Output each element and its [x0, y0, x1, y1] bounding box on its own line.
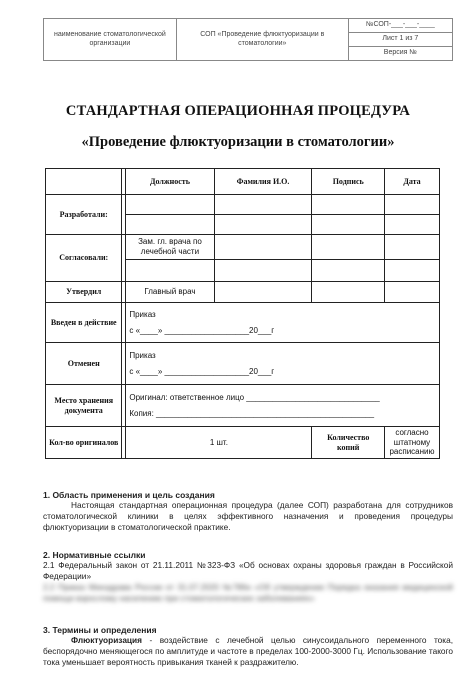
sop-name: СОП «Проведение флюктуоризации в стоматологии» — [176, 19, 348, 61]
section-1 — [43, 490, 453, 533]
sop-number: №СОП-___-___-____ — [348, 19, 452, 33]
storage-info: Оригинал: ответственное лицо ______________________________ Копия: _________________________________________________ — [126, 385, 440, 427]
table-row — [46, 282, 440, 303]
section-1-text: Настоящая стандартная операционная процедура (далее СОП) разработана для сотрудников стоматологической клиники в целях эффективного назначения и проведения процедуры флюктуоризации в стоматологической практике. — [43, 500, 453, 532]
document-header — [43, 18, 453, 61]
introduced-label: Введен в действие — [46, 303, 122, 343]
table-row — [46, 235, 440, 260]
copies-label: Количество копий — [312, 427, 385, 459]
section-2-item-1: 2.1 Федеральный закон от 21.11.2011 №323-ФЗ «Об основах охраны здоровья граждан в Российской Федерации» — [43, 560, 453, 581]
col-position: Должность — [126, 169, 214, 195]
term: Флюктуоризация — [71, 635, 142, 645]
col-name: Фамилия И.О. — [214, 169, 312, 195]
storage-label: Место хранения документа — [46, 385, 122, 427]
approval-table — [45, 168, 440, 459]
cancelled-label: Отменен — [46, 343, 122, 385]
sheet-number: Лист 1 из 7 — [348, 33, 452, 47]
term-definition: - воздействие с лечебной целью синусоидального переменного тока, беспорядочно меняющегося по амплитуде и частоте в пределах 100-2000-3000 Гц. Использование такого тока уменьшает вероятность привыкания тканей к раздражителю. — [43, 635, 453, 667]
copies-value: согласно штатному расписанию — [385, 427, 440, 459]
approved-position: Главный врач — [126, 282, 214, 303]
originals-count-label: Кол-во оригиналов — [46, 427, 122, 459]
approved-label: Утвердил — [46, 282, 122, 303]
col-date: Дата — [385, 169, 440, 195]
document-subtitle: «Проведение флюктуоризации в стоматологии» — [81, 134, 395, 150]
section-2-item-2: 2.2 Приказ Минздрава России от 31.07.2020 №786н «Об утверждении Порядка оказания медицинской помощи взрослому населению при стоматологических заболеваниях» — [43, 581, 453, 603]
table-row — [46, 385, 440, 427]
section-3 — [43, 625, 453, 668]
org-name: наименование стоматологической организации — [44, 19, 177, 61]
introduced-order: Приказ с «____» ___________________20___г — [126, 303, 440, 343]
version-number: Версия № — [348, 47, 452, 61]
table-row — [46, 195, 440, 215]
cancelled-order: Приказ с «____» ___________________20___г — [126, 343, 440, 385]
originals-count: 1 шт. — [126, 427, 312, 459]
table-row — [46, 427, 440, 459]
col-signature: Подпись — [312, 169, 385, 195]
table-header-row — [46, 169, 440, 195]
table-row — [46, 303, 440, 343]
section-3-text — [43, 635, 453, 668]
table-row — [46, 343, 440, 385]
section-1-heading: 1. Область применения и цель создания — [43, 490, 215, 500]
agreed-position: Зам. гл. врача по лечебной части — [126, 235, 214, 260]
developed-label: Разработали: — [46, 195, 122, 235]
agreed-label: Согласовали: — [46, 235, 122, 282]
document-title: СТАНДАРТНАЯ ОПЕРАЦИОННАЯ ПРОЦЕДУРА — [65, 103, 411, 119]
section-2-heading: 2. Нормативные ссылки — [43, 550, 146, 560]
section-2 — [43, 550, 453, 604]
section-3-heading: 3. Термины и определения — [43, 625, 157, 635]
